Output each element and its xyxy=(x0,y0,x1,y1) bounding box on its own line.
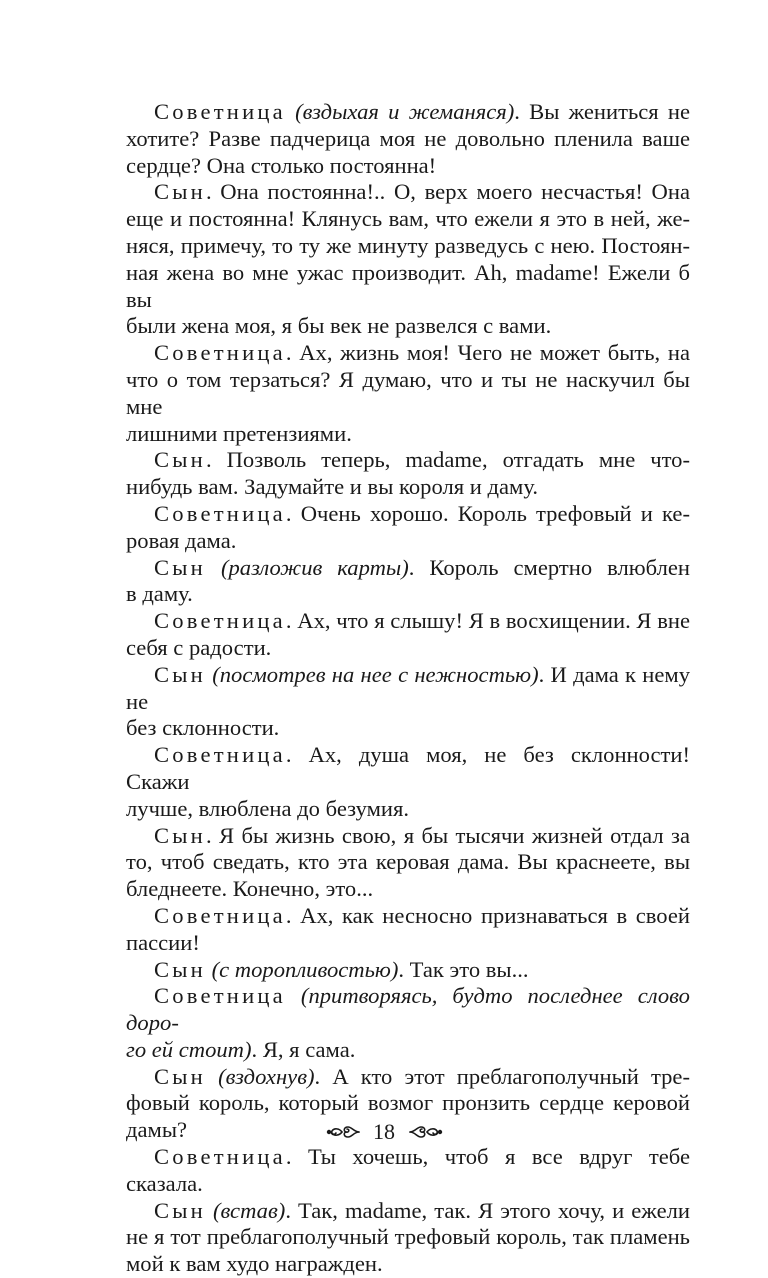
text-line xyxy=(126,474,690,501)
paragraph xyxy=(126,340,690,447)
dialogue-text: . А кто этот преблагополучный тре- xyxy=(314,1063,690,1089)
stage-direction: (разложив карты) xyxy=(220,554,409,580)
paragraph xyxy=(126,608,690,662)
dialogue-text: лучше, влюблена до безумия. xyxy=(126,795,410,821)
paragraph xyxy=(126,447,690,501)
paragraph xyxy=(126,742,690,822)
paragraph xyxy=(126,1198,690,1278)
text-line xyxy=(126,313,690,340)
text-line xyxy=(126,662,690,716)
dialogue-text: ровая дама. xyxy=(126,527,237,553)
right-ornament-icon xyxy=(407,1123,443,1141)
dialogue-text: мой к вам худо награжден. xyxy=(126,1251,383,1277)
text-line xyxy=(126,742,690,796)
text-line xyxy=(126,930,690,957)
stage-direction: го ей стоит) xyxy=(126,1036,252,1062)
text-line xyxy=(126,1090,690,1117)
speaker-name: Сын xyxy=(154,1197,206,1223)
dialogue-text: пассии! xyxy=(126,929,200,955)
speaker-name: Советница xyxy=(154,983,286,1009)
dialogue-text: еще и постоянна! Клянусь вам, что ежели я это в ней, же- xyxy=(126,206,690,232)
paragraph xyxy=(126,957,690,984)
dialogue-text: в даму. xyxy=(126,581,193,607)
dialogue-text: дамы? xyxy=(126,1117,188,1143)
text-line xyxy=(126,501,690,528)
text-line xyxy=(126,635,690,662)
text-line xyxy=(126,447,690,474)
text-line xyxy=(126,823,690,850)
dialogue-text: . Ах, как несносно признаваться в своей xyxy=(285,902,690,928)
dialogue-text: . Очень хорошо. Король трефовый и ке- xyxy=(285,500,690,526)
text-line xyxy=(126,715,690,742)
text-line xyxy=(126,153,690,180)
dialogue-text xyxy=(286,99,295,124)
dialogue-text: не я тот преблагополучный трефовый король, так пламень xyxy=(126,1224,690,1250)
text-line xyxy=(126,340,690,367)
speaker-name: Советница xyxy=(154,99,286,124)
stage-direction: (вздохнув) xyxy=(218,1063,315,1089)
dialogue-text: . Я, я сама. xyxy=(251,1036,356,1062)
paragraph xyxy=(126,903,690,957)
speaker-name: Советница xyxy=(154,1144,286,1170)
speaker-name: Сын xyxy=(154,554,206,580)
speaker-name: Сын xyxy=(154,447,206,473)
dialogue-text xyxy=(206,1198,213,1223)
dialogue-text: бледнеете. Конечно, это... xyxy=(126,876,374,902)
dialogue-text: . Ах, что я слышу! Я в восхищении. Я вне xyxy=(285,608,690,634)
dialogue-text: . Я бы жизнь свою, я бы тысячи жизней отдал за xyxy=(205,822,690,848)
text-line xyxy=(126,126,690,153)
text-line xyxy=(126,260,690,314)
page-text xyxy=(126,99,690,1278)
dialogue-text: . Ах, жизнь моя! Чего не может быть, на xyxy=(285,340,690,366)
dialogue-text: хотите? Разве падчерица моя не довольно пленила ваше xyxy=(126,125,690,151)
text-line xyxy=(126,1251,690,1278)
paragraph xyxy=(126,179,690,340)
dialogue-text: . Позволь теперь, madame, отгадать мне что- xyxy=(205,447,690,473)
dialogue-text xyxy=(206,555,221,580)
speaker-name: Сын xyxy=(154,1063,206,1089)
dialogue-text: . Ах, душа моя, не без склонности! Скажи xyxy=(126,742,690,794)
text-line xyxy=(126,983,690,1037)
stage-direction: (посмотрев на нее с нежностью) xyxy=(212,661,539,687)
dialogue-text: няся, примечу, то ту же минуту разведусь с нею. Постоян- xyxy=(126,232,690,258)
dialogue-text: . Ты хочешь, чтоб я все вдруг тебе сказала. xyxy=(126,1144,690,1196)
dialogue-text: без склонности. xyxy=(126,715,280,741)
text-line xyxy=(126,206,690,233)
text-line xyxy=(126,1224,690,1251)
stage-direction: (с торопливостью) xyxy=(211,956,399,982)
speaker-name: Сын xyxy=(154,661,206,687)
text-line xyxy=(126,179,690,206)
text-line xyxy=(126,528,690,555)
speaker-name: Сын xyxy=(154,956,206,982)
page-footer xyxy=(0,1116,768,1146)
dialogue-text: то, чтоб сведать, кто эта керовая дама. Вы краснеете, вы xyxy=(126,849,690,875)
dialogue-text: были жена моя, я бы век не развелся с вами. xyxy=(126,313,552,339)
dialogue-text: . Вы жениться не xyxy=(514,99,690,124)
text-line xyxy=(126,233,690,260)
text-line xyxy=(126,581,690,608)
text-line xyxy=(126,555,690,582)
paragraph xyxy=(126,501,690,555)
stage-direction: (встав) xyxy=(213,1197,286,1223)
stage-direction: (притворяясь, будто последнее слово доро- xyxy=(126,983,690,1036)
text-line xyxy=(126,1037,690,1064)
speaker-name: Советница xyxy=(154,500,286,526)
speaker-name: Советница xyxy=(154,340,286,366)
dialogue-text: . Так, madame, так. Я этого хочу, и ежели xyxy=(285,1197,690,1223)
text-line xyxy=(126,903,690,930)
dialogue-text: сердце? Она столько постоянна! xyxy=(126,152,437,178)
text-line xyxy=(126,957,690,984)
text-line xyxy=(126,1198,690,1225)
text-line xyxy=(126,421,690,448)
dialogue-text: . И дама к нему не xyxy=(126,661,690,714)
dialogue-text: себя с радости. xyxy=(126,634,272,660)
dialogue-text: лишними претензиями. xyxy=(126,420,352,446)
speaker-name: Советница xyxy=(154,608,286,634)
page-number: 18 xyxy=(373,1118,395,1144)
text-line xyxy=(126,608,690,635)
text-line xyxy=(126,1144,690,1198)
dialogue-text xyxy=(286,983,301,1008)
dialogue-text: фовый король, который возмог пронзить сердце керовой xyxy=(126,1090,690,1116)
left-ornament-icon xyxy=(326,1123,362,1141)
speaker-name: Сын xyxy=(154,822,206,848)
dialogue-text: нибудь вам. Задумайте и вы короля и даму. xyxy=(126,474,539,500)
paragraph xyxy=(126,1144,690,1198)
text-line xyxy=(126,849,690,876)
text-line xyxy=(126,99,690,126)
text-line xyxy=(126,876,690,903)
speaker-name: Сын xyxy=(154,179,206,205)
paragraph xyxy=(126,99,690,179)
speaker-name: Советница xyxy=(154,742,286,768)
dialogue-text: . Так это вы... xyxy=(398,956,529,982)
paragraph xyxy=(126,823,690,903)
dialogue-text xyxy=(206,1064,218,1089)
paragraph xyxy=(126,555,690,609)
speaker-name: Советница xyxy=(154,902,286,928)
dialogue-text: . Король смертно влюблен xyxy=(408,554,690,580)
paragraph xyxy=(126,983,690,1063)
dialogue-text: . Она постоянна!.. О, верх моего несчастья! Она xyxy=(205,179,690,205)
text-line xyxy=(126,1064,690,1091)
text-line xyxy=(126,367,690,421)
dialogue-text: ная жена во мне ужас производит. Ah, madame! Ежели б вы xyxy=(126,259,690,312)
paragraph xyxy=(126,662,690,742)
dialogue-text: что о том терзаться? Я думаю, что и ты не наскучил бы мне xyxy=(126,366,690,419)
stage-direction: (вздыхая и жеманяся) xyxy=(295,99,515,124)
text-line xyxy=(126,796,690,823)
